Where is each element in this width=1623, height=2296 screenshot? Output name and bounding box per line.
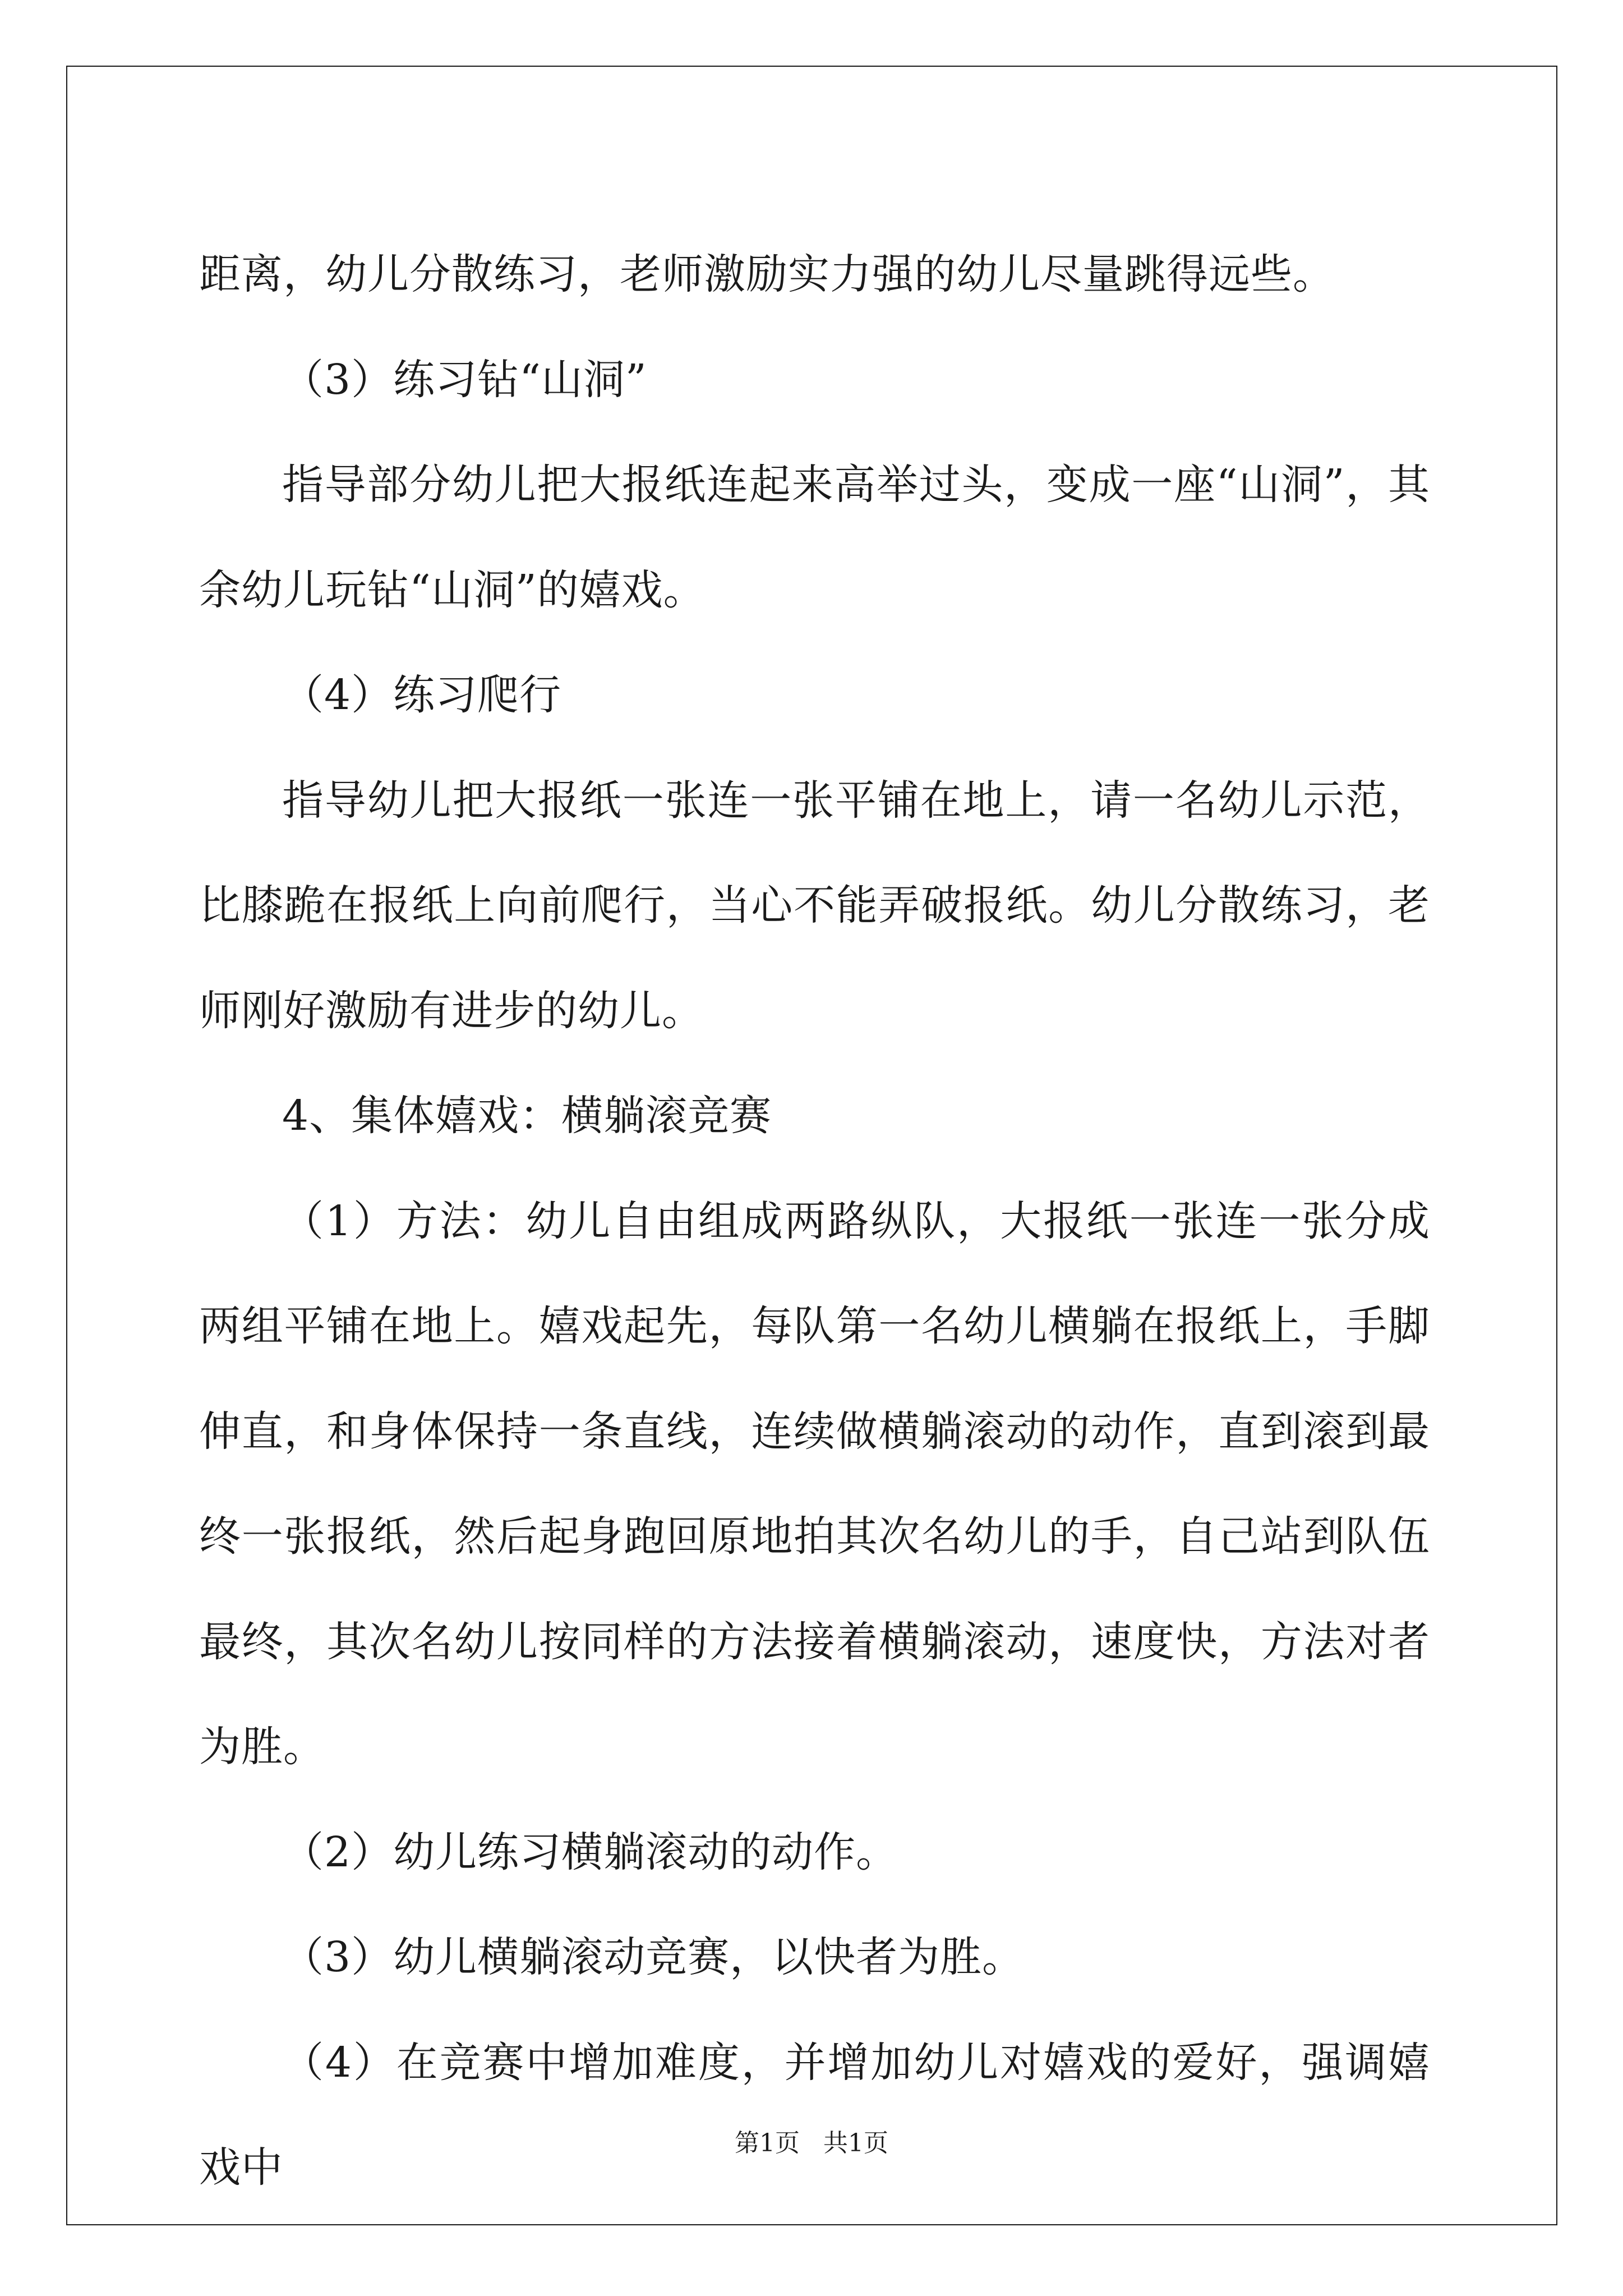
paragraph: 指导幼儿把大报纸一张连一张平铺在地上，请一名幼儿示范，比膝跪在报纸上向前爬行，当心不能弄破报纸。幼儿分散练习，老师刚好激励有进步的幼儿。	[199, 776, 1430, 1035]
page-footer	[0, 2123, 1623, 2159]
paragraph: 距离，幼儿分散练习，老师激励实力强的幼儿尽量跳得远些。	[199, 250, 1335, 298]
page-total: 共1页	[823, 2129, 888, 2157]
paragraph: （3）练习钻“山洞”	[282, 355, 647, 404]
paragraph: 指导部分幼儿把大报纸连起来高举过头，变成一座“山洞”，其余幼儿玩钻“山洞”的嬉戏。	[199, 461, 1430, 614]
paragraph: （3）幼儿横躺滚动竞赛，以快者为胜。	[282, 1933, 1025, 1981]
section-heading: 4、集体嬉戏：横躺滚竞赛	[282, 1092, 772, 1140]
paragraph: （1）方法：幼儿自由组成两路纵队，大报纸一张连一张分成两组平铺在地上。嬉戏起先，每队第一名幼儿横躺在报纸上，手脚伸直，和身体保持一条直线，连续做横躺滚动的动作，直到滚到最终一张报纸，然后起身跑回原地拍其次名幼儿的手，自己站到队伍最终，其次名幼儿按同样的方法接着横躺滚动，速度快，方法对者为胜。	[199, 1197, 1430, 1771]
document-body	[199, 222, 1430, 2221]
page-number: 第1页	[735, 2129, 800, 2157]
paragraph: （4）在竞赛中增加难度，并增加幼儿对嬉戏的爱好，强调嬉戏中	[199, 2038, 1430, 2192]
paragraph: （2）幼儿练习横躺滚动的动作。	[282, 1828, 898, 1876]
paragraph: （4）练习爬行	[282, 671, 562, 719]
